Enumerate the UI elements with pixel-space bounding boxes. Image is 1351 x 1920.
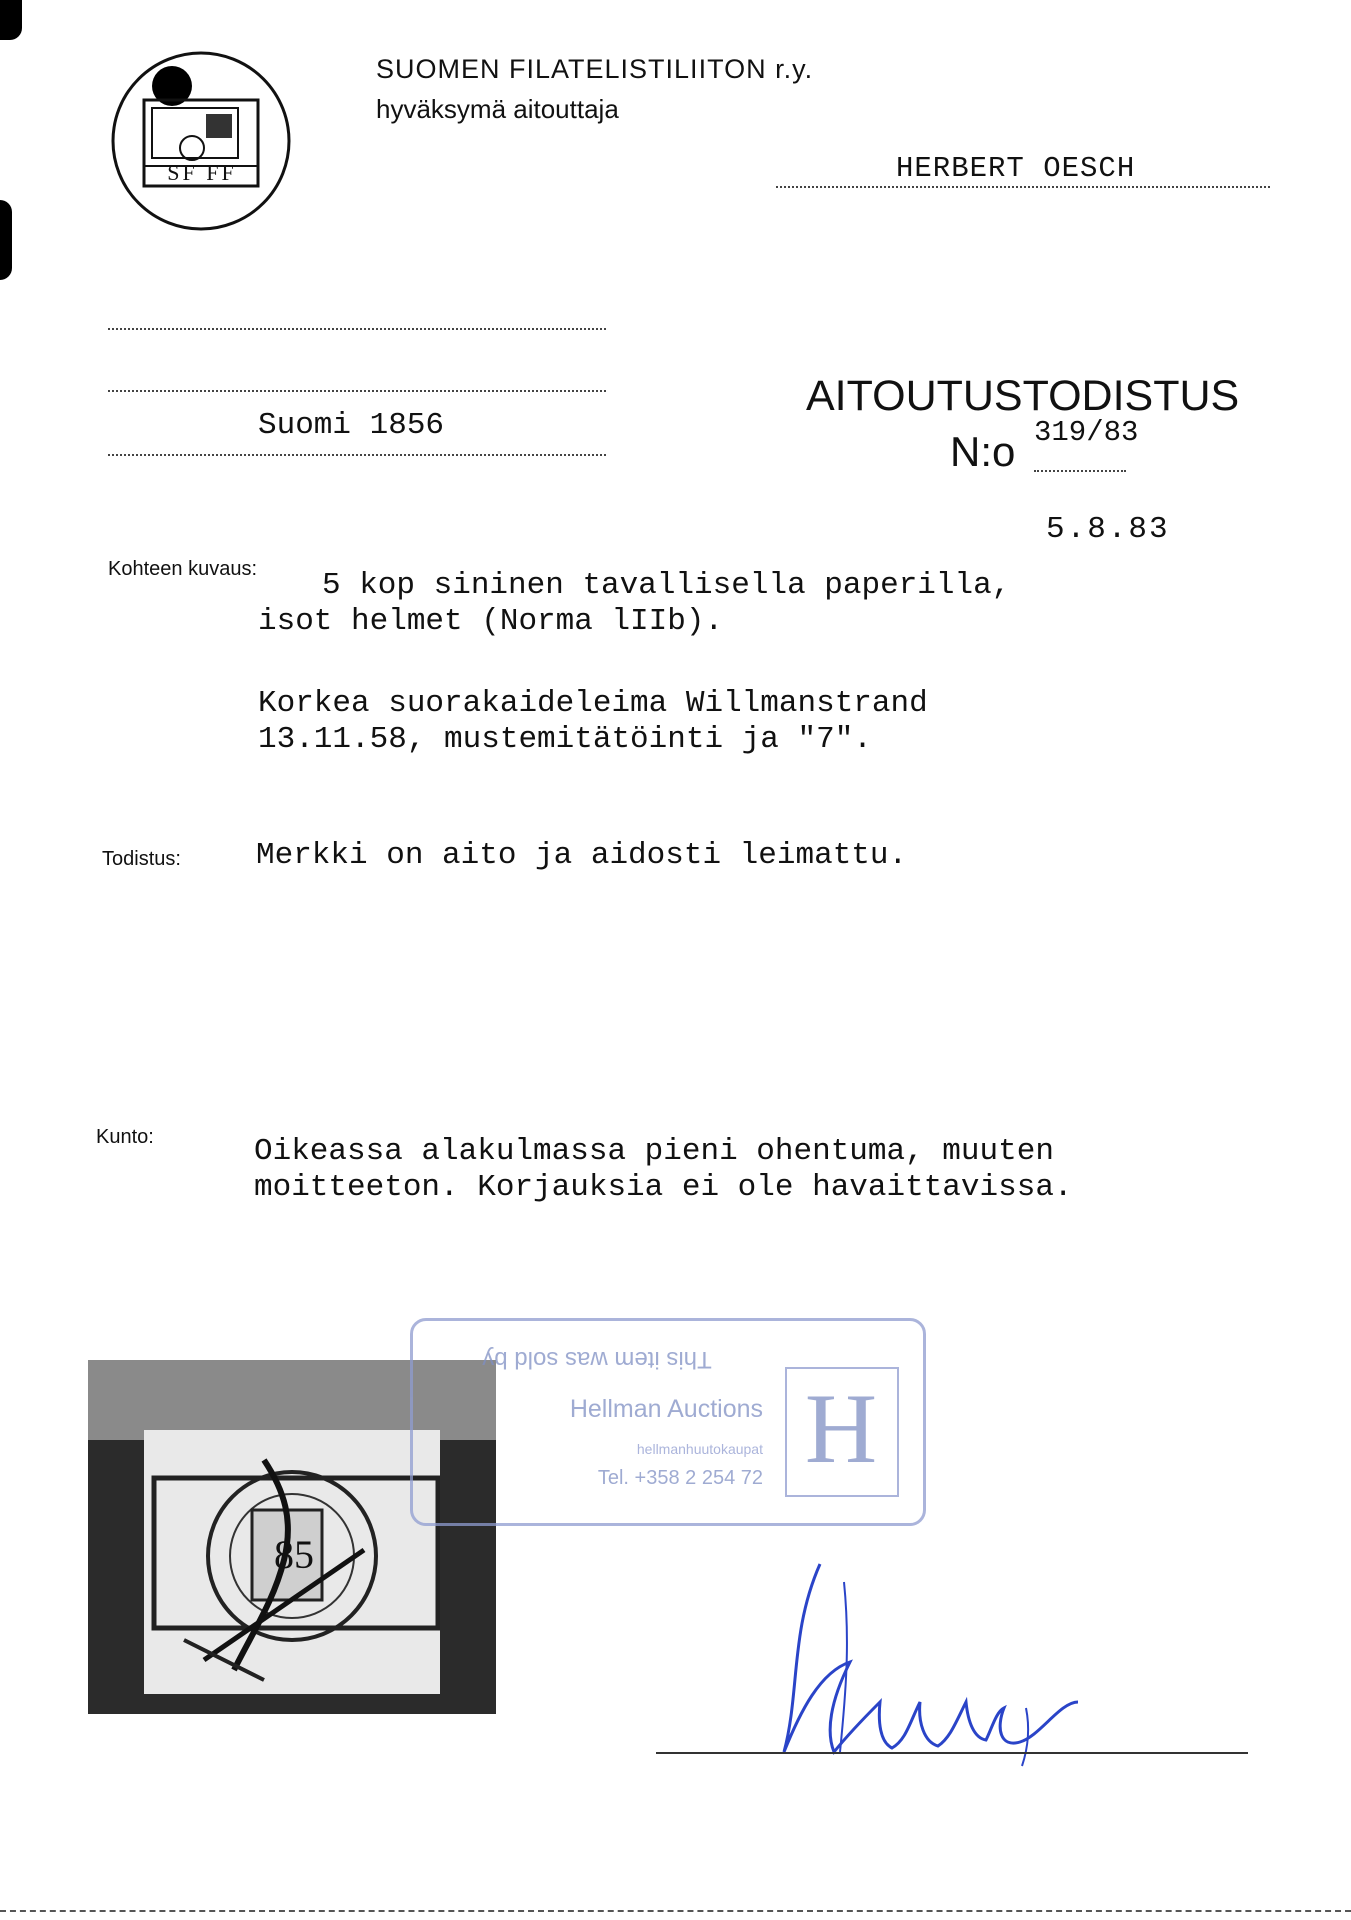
sfff-logo (108, 48, 294, 234)
certificate-title: AITOUTUSTODISTUS (806, 372, 1240, 420)
condition-line-1: Oikeassa alakulmassa pieni ohentuma, muuten (254, 1134, 1054, 1169)
auction-stamp-line-1: This item was sold by (482, 1346, 712, 1373)
verdict-label: Todistus: (102, 848, 181, 870)
description-line-4: 13.11.58, mustemitätöinti ja "7". (258, 722, 872, 757)
signature (760, 1552, 1100, 1772)
dotted-line-2 (108, 390, 606, 392)
description-line-2: isot helmet (Norma lIIb). (258, 604, 724, 639)
bottom-edge-line (0, 1910, 1351, 1912)
punch-hole-side (0, 200, 12, 280)
auction-stamp (410, 1318, 926, 1526)
auction-monogram: H (804, 1373, 878, 1484)
punch-hole-top (0, 0, 22, 40)
condition-line-2: moitteeton. Korjauksia ei ole havaittavissa. (254, 1170, 1073, 1205)
dotted-line-1 (108, 328, 606, 330)
auction-stamp-line-4: Tel. +358 2 254 72 (597, 1467, 763, 1489)
expert-name-line (776, 186, 1270, 188)
postmark-drawing (144, 1430, 440, 1694)
svg-text:85: 85 (274, 1532, 314, 1577)
auction-stamp-line-2: Hellman Auctions (569, 1395, 763, 1423)
certificate-number: 319/83 (1034, 416, 1139, 449)
certificate-number-line (1034, 470, 1126, 472)
description-label: Kohteen kuvaus: (108, 558, 257, 580)
org-subtitle: hyväksymä aitouttaja (376, 94, 619, 124)
auction-stamp-line-3: hellmanhuutokaupat (636, 1441, 763, 1457)
logo-text: SF FF (167, 160, 237, 185)
dotted-line-3 (108, 454, 606, 456)
description-line-1: 5 kop sininen tavallisella paperilla, (322, 568, 1011, 603)
description-line-3: Korkea suorakaideleima Willmanstrand (258, 686, 928, 721)
certificate-number-label: N:o (950, 428, 1016, 475)
certificate-date: 5.8.83 (1046, 512, 1170, 547)
signature-line (656, 1752, 1248, 1754)
expert-name: HERBERT OESCH (896, 152, 1136, 185)
country-year: Suomi 1856 (258, 408, 445, 443)
logo-emblem (108, 48, 294, 234)
stamp-image (144, 1430, 440, 1694)
org-name: SUOMEN FILATELISTILIITON r.y. (376, 54, 814, 84)
condition-label: Kunto: (96, 1126, 154, 1148)
verdict-text: Merkki on aito ja aidosti leimattu. (256, 838, 908, 873)
